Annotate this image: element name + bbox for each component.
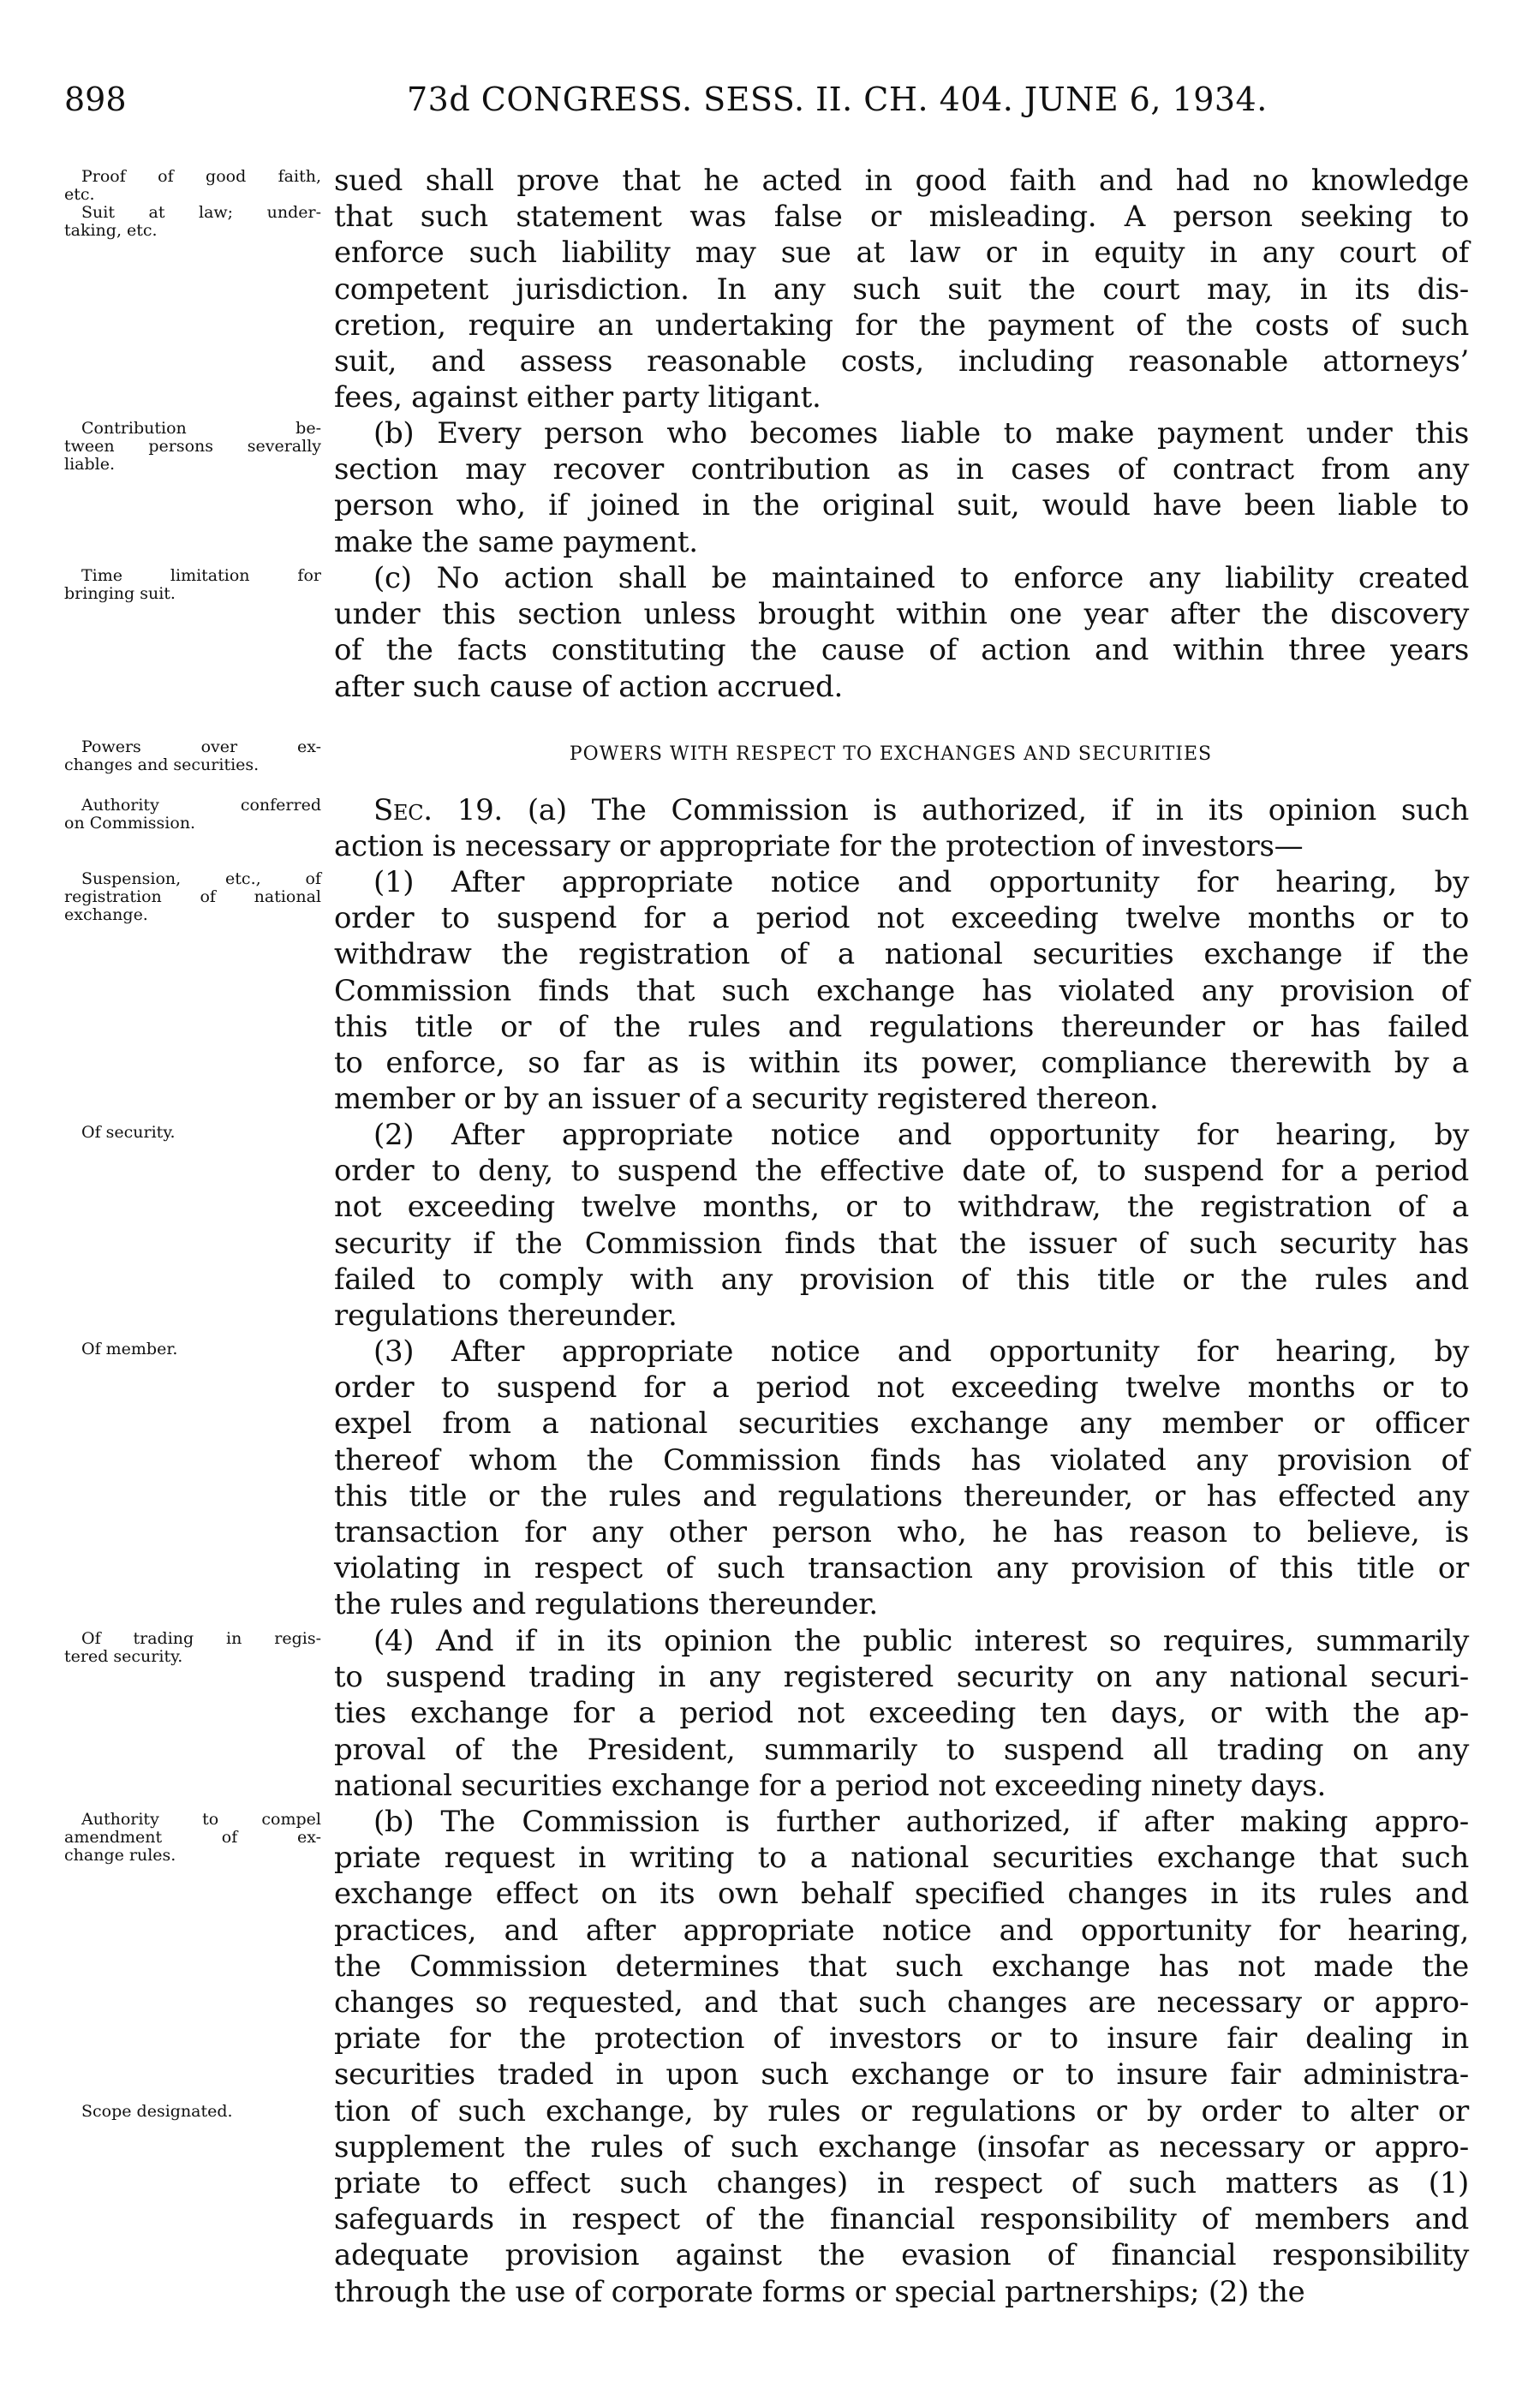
margin-note: [64, 797, 321, 833]
margin-note-line: change rules.: [64, 1846, 176, 1865]
section-label: Sec.: [373, 793, 433, 827]
margin-note-line: Of member.: [81, 1340, 178, 1358]
text-line: to suspend trading in any registered security on any national securi-: [334, 1660, 1469, 1695]
margin-note-line: Scope designated.: [81, 2102, 233, 2121]
text-line: expel from a national securities exchange any member or officer: [334, 1406, 1469, 1442]
margin-note-line: amendment of ex-: [64, 1828, 321, 1847]
running-head: 73d CONGRESS. SESS. II. CH. 404. JUNE 6, 1934.: [407, 81, 1268, 118]
margin-note-line: liable.: [64, 455, 116, 474]
margin-note-line: Of security.: [81, 1123, 176, 1142]
text-line: (3) After appropriate notice and opportunity for hearing, by: [373, 1334, 1469, 1369]
text-line: make the same payment.: [334, 524, 698, 559]
text-line: violating in respect of such transaction any provision of this title or: [334, 1551, 1469, 1586]
margin-note: [64, 1811, 321, 1865]
margin-note: [64, 567, 321, 603]
section-19-opening: [334, 792, 1469, 828]
margin-note-line: taking, etc.: [64, 221, 158, 240]
margin-note-line: Proof of good faith,: [81, 167, 321, 186]
text-line: (4) And if in its opinion the public interest so requires, summarily: [373, 1624, 1469, 1658]
text-line: priate request in writing to a national securities exchange that such: [334, 1841, 1469, 1876]
text-line: under this section unless brought within one year after the discovery: [334, 597, 1469, 632]
text-line: sued shall prove that he acted in good faith and had no knowledge: [334, 164, 1469, 198]
text-line: after such cause of action accrued.: [334, 669, 843, 704]
text-line: the rules and regulations thereunder.: [334, 1587, 878, 1622]
section-caption: POWERS WITH RESPECT TO EXCHANGES AND SECURITIES: [569, 743, 1213, 765]
text-line: that such statement was false or misleading. A person seeking to: [334, 200, 1469, 235]
text-line: regulations thereunder.: [334, 1299, 677, 1333]
text-line: adequate provision against the evasion of financial responsibility: [334, 2238, 1469, 2273]
text-line: (b) The Commission is further authorized, if after making appro-: [373, 1805, 1469, 1839]
text-line: ties exchange for a period not exceeding ten days, or with the ap-: [334, 1696, 1469, 1731]
text-line: cretion, require an undertaking for the payment of the costs of such: [334, 307, 1469, 343]
text-line: not exceeding twelve months, or to withdraw, the registration of a: [334, 1190, 1469, 1225]
text-line: safeguards in respect of the financial responsibility of members and: [334, 2202, 1469, 2237]
text-line: (1) After appropriate notice and opportunity for hearing, by: [373, 865, 1469, 899]
text-line: tion of such exchange, by rules or regulations or by order to alter or: [334, 2093, 1469, 2128]
text-line: this title or of the rules and regulations thereunder or has failed: [334, 1009, 1469, 1044]
margin-note-line: Powers over ex-: [81, 737, 321, 756]
text-line: security if the Commission finds that the issuer of such security has: [334, 1226, 1469, 1261]
margin-note-line: Time limitation for: [81, 566, 321, 585]
margin-note-line: Contribution be-: [81, 419, 321, 438]
text-line: competent jurisdiction. In any such suit the court may, in its dis-: [334, 272, 1469, 307]
page-number: 898: [64, 81, 127, 118]
margin-note-line: Suit at law; under-: [81, 203, 321, 222]
margin-note: [64, 870, 321, 924]
text-line: (b) Every person who becomes liable to make payment under this: [373, 416, 1469, 451]
margin-note: [64, 1340, 321, 1358]
text-line: Commission finds that such exchange has violated any provision of: [334, 973, 1469, 1008]
text-line: (c) No action shall be maintained to enforce any liability created: [373, 561, 1469, 595]
text-line: section may recover contribution as in cases of contract from any: [334, 452, 1469, 487]
text-line: national securities exchange for a period not exceeding ninety days.: [334, 1768, 1327, 1803]
text-line: thereof whom the Commission finds has violated any provision of: [334, 1442, 1469, 1478]
section-19-text: 19. (a) The Commission is authorized, if in its opinion such: [432, 793, 1469, 827]
text-line: changes so requested, and that such changes are necessary or appro-: [334, 1985, 1469, 2020]
text-line: withdraw the registration of a national securities exchange if the: [334, 937, 1469, 972]
text-line: member or by an issuer of a security registered thereon.: [334, 1082, 1159, 1117]
text-line: priate to effect such changes) in respect of such matters as (1): [334, 2166, 1469, 2200]
text-line: this title or the rules and regulations thereunder, or has effected any: [334, 1478, 1469, 1513]
margin-note: [64, 420, 321, 474]
margin-note-line: on Commission.: [64, 814, 196, 833]
margin-note-line: exchange.: [64, 905, 148, 924]
text-line: practices, and after appropriate notice and opportunity for hearing,: [334, 1913, 1469, 1948]
margin-note-line: registration of national: [64, 887, 321, 906]
text-line: person who, if joined in the original suit, would have been liable to: [334, 488, 1469, 523]
text-line: priate for the protection of investors or to insure fair dealing in: [334, 2021, 1469, 2057]
margin-note-line: Of trading in regis-: [81, 1629, 321, 1648]
margin-note-line: tween persons severally: [64, 437, 321, 456]
text-line: fees, against either party litigant.: [334, 380, 821, 415]
text-line: securities traded in upon such exchange or to insure fair administra-: [334, 2057, 1469, 2093]
text-line: the Commission determines that such exchange has not made the: [334, 1949, 1469, 1984]
text-line: action is necessary or appropriate for the protection of investors—: [334, 829, 1304, 863]
text-line: supplement the rules of such exchange (insofar as necessary or appro-: [334, 2129, 1469, 2164]
margin-note: [64, 204, 321, 240]
margin-note-line: Suspension, etc., of: [81, 869, 321, 888]
margin-note: [64, 1124, 321, 1142]
text-line: through the use of corporate forms or special partnerships; (2) the: [334, 2274, 1305, 2309]
text-line: exchange effect on its own behalf specified changes in its rules and: [334, 1877, 1469, 1912]
margin-note-line: etc.: [64, 185, 95, 204]
text-line: failed to comply with any provision of this title or the rules and: [334, 1262, 1469, 1297]
text-line: order to suspend for a period not exceeding twelve months or to: [334, 901, 1469, 936]
margin-note-line: Authority conferred: [81, 796, 321, 815]
text-line: order to deny, to suspend the effective date of, to suspend for a period: [334, 1154, 1469, 1189]
text-line: proval of the President, summarily to suspend all trading on any: [334, 1732, 1469, 1767]
text-line: to enforce, so far as is within its power, compliance therewith by a: [334, 1046, 1469, 1080]
text-line: suit, and assess reasonable costs, including reasonable attorneys’: [334, 344, 1469, 379]
margin-note-line: tered security.: [64, 1647, 183, 1666]
text-line: enforce such liability may sue at law or in equity in any court of: [334, 236, 1469, 271]
margin-note-line: Authority to compel: [81, 1810, 321, 1829]
text-line: transaction for any other person who, he has reason to believe, is: [334, 1515, 1469, 1549]
margin-note: [64, 1630, 321, 1666]
margin-note-line: bringing suit.: [64, 584, 176, 603]
margin-note-line: changes and securities.: [64, 755, 260, 774]
margin-note: [64, 2103, 321, 2121]
text-line: (2) After appropriate notice and opportunity for hearing, by: [373, 1118, 1469, 1152]
text-line: of the facts constituting the cause of action and within three years: [334, 633, 1469, 668]
margin-note: [64, 738, 321, 774]
margin-note: [64, 168, 321, 204]
text-line: order to suspend for a period not exceeding twelve months or to: [334, 1370, 1469, 1406]
